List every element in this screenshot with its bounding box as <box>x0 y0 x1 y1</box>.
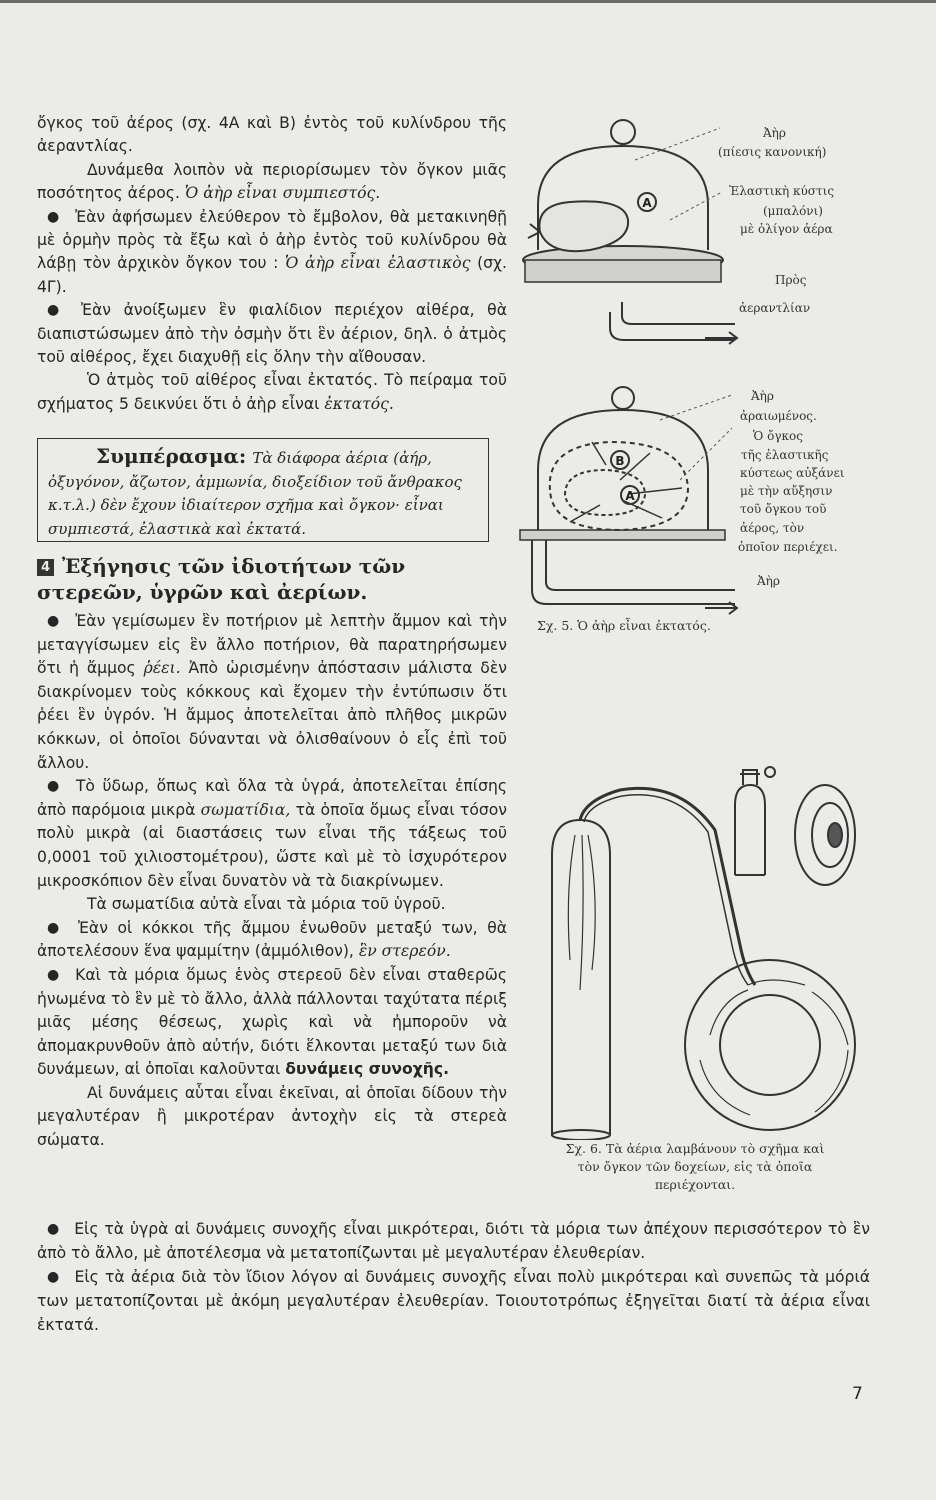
bullet-paragraph: ● Εἰς τὰ ἀέρια διὰ τὸν ἴδιον λόγον αἱ δυνάμεις συνοχῆς εἶναι πολὺ μικρότεραι καὶ συνεπῶς τὰ μόριά των μετατοπίζονται μὲ ἀκόμη μεγαλυτέραν ἐλευθερίαν. Τοιουτοτρόπως ἐξηγεῖται διατί τὰ ἀέρια εἶναι ἐκτατά. <box>37 1265 870 1337</box>
leader-line <box>670 192 722 220</box>
fig5-label-bladder: μὲ ὀλίγον ἀέρα <box>740 222 833 236</box>
fig5-label-volume: Ὁ ὄγκος <box>753 429 803 443</box>
ring-inner <box>720 995 820 1095</box>
bottle-valve-knob <box>765 767 775 777</box>
fig5-label-pump: ἀεραντλίαν <box>739 301 811 315</box>
bullet-paragraph: ● Ἐὰν ἀφήσωμεν ἐλεύθερον τὸ ἔμβολον, θὰ μετακινηθῇ μὲ ὁρμὴν πρὸς τὰ ἔξω καὶ ὁ ἀὴρ ἐντὸς τοῦ κυλίνδρου θὰ λάβῃ τὸν ἀρχικὸν ὄγκον του : Ὁ ἀὴρ εἶναι ἐλαστικὸς (σχ. 4Γ). <box>37 206 507 300</box>
bullet-paragraph: ● Ἐὰν ἀνοίξωμεν ἓν φιαλίδιον περιέχον αἰθέρα, θὰ διαπιστώσωμεν ἀπὸ τὴν ὀσμὴν ὅτι ἓν ἀέριον, δηλ. ὁ ἀτμὸς τοῦ αἰθέρος, ἔχει διαχυθῇ εἰς ὅλην τὴν αἴθουσαν. <box>37 299 507 369</box>
fig5-label-volume: μὲ τὴν αὔξησιν <box>740 484 833 498</box>
section-title: Ἐξήγησις τῶν ἰδιοτήτων τῶν στερεῶν, ὑγρῶν καὶ ἀερίων. <box>37 554 406 604</box>
fig5-label-volume: ἀέρος, τὸν <box>740 521 805 535</box>
fig5-label-volume: τῆς ἐλαστικῆς <box>741 448 829 462</box>
leader-line <box>680 428 732 480</box>
paragraph: Δυνάμεθα λοιπὸν νὰ περιορίσωμεν τὸν ὄγκον μιᾶς ποσότητος ἀέρος. Ὁ ἀὴρ εἶναι συμπιεστός. <box>37 160 507 203</box>
bell-knob-lower <box>612 387 634 409</box>
gas-bottle <box>735 785 765 875</box>
arrow-to-pump <box>705 332 737 344</box>
balloon-small <box>539 201 628 251</box>
figure-6-drawing <box>530 760 870 1140</box>
ring-outer <box>685 960 855 1130</box>
bullet-paragraph: ● Εἰς τὰ ὑγρὰ αἱ δυνάμεις συνοχῆς εἶναι μικρότεραι, διότι τὰ μόρια των ἀπέχουν περισσότερον τὸ ἓν ἀπὸ τὸ ἄλλο, μὲ ἀποτέλεσμα νὰ μετατοπίζωνται μὲ μεγαλυτέραν ἐλευθερίαν. <box>37 1217 870 1265</box>
bottle-valve <box>740 770 760 785</box>
bullet-paragraph: ● Τὸ ὕδωρ, ὅπως καὶ ὅλα τὰ ὑγρά, ἀποτελεῖται ἐπίσης ἀπὸ παρόμοια μικρὰ σωματίδια, τὰ ὁποῖα ὅμως εἶναι τόσον πολὺ μικρὰ (αἱ διαστάσεις των εἶναι τῆς τάξεως τοῦ 0,0001 τοῦ χιλιοστομέτρου), ὥστε καὶ μὲ τὸ ἰσχυρότερον μικροσκόπιον δὲν εἶναι δυνατὸν νὰ τὰ διακρίνωμεν. <box>37 775 507 893</box>
paragraph: ὄγκος τοῦ ἀέρος (σχ. 4Α καὶ Β) ἐντὸς τοῦ κυλίνδρου τῆς ἀεραντλίας. <box>37 114 507 156</box>
pipe-upper-inner <box>622 302 735 324</box>
gas-flow-lines <box>568 835 595 990</box>
conclusion-text: Τὰ διάφορα ἀέρια (ἀήρ, ὀξυγόνον, ἄζωτον, ἀμμωνία, διοξείδιον τοῦ ἄνθρακος κ.τ.λ.) δὲν ἔχουν ἰδιαίτερον σχῆμα καὶ ὄγκον· εἶναι συμπιεστά, ἐλαστικὰ καὶ ἐκτατά. <box>48 449 462 538</box>
section-heading <box>37 553 507 605</box>
left-column <box>37 112 507 416</box>
fig6-caption-line: Σχ. 6. Τὰ ἀέρια λαμβάνουν τὸ σχῆμα καὶ <box>565 1141 825 1156</box>
disc-hub <box>828 823 842 847</box>
fig5-label-rarefied: ἀραιωμένος. <box>740 409 817 423</box>
paragraph: Τὰ σωματίδια αὐτὰ εἶναι τὰ μόρια τοῦ ὑγροῦ. <box>87 895 446 914</box>
fig6-caption <box>530 1140 860 1194</box>
mark-a2: A <box>625 489 635 503</box>
figure-5-drawing <box>510 110 750 620</box>
paragraph: Αἱ δυνάμεις αὗται εἶναι ἐκεῖναι, αἱ ὁποῖαι δίδουν τὴν μεγαλυτέραν ἢ μικροτέραν ἀντοχὴν εἰς τὰ στερεὰ σώματα. <box>37 1083 507 1150</box>
mark-a: A <box>642 196 652 210</box>
paragraph: Ὁ ἀτμὸς τοῦ αἰθέρος εἶναι ἐκτατός. Τὸ πείραμα τοῦ σχήματος 5 δεικνύει ὅτι ὁ ἀὴρ εἶναι ἐκτατός. <box>37 371 507 413</box>
fig5-label-pump: Πρὸς <box>775 273 807 287</box>
fig5-label-pressure: (πίεσις κανονική) <box>718 145 827 159</box>
pipe-lower <box>532 540 735 604</box>
left-column-2 <box>37 610 507 1153</box>
bell-jar-lower <box>538 410 708 530</box>
connecting-tube-inner <box>584 795 748 985</box>
jar-base-upper <box>525 260 721 282</box>
page-number: 7 <box>852 1384 863 1404</box>
fig5-label-bladder: (μπαλόνι) <box>763 204 823 218</box>
conclusion-heading: Συμπέρασμα: <box>96 444 247 468</box>
fig6-caption-line: τὸν ὄγκον τῶν δοχείων, εἰς τὰ ὁποῖα <box>577 1159 813 1174</box>
fig5-caption: Σχ. 5. Ὁ ἀὴρ εἶναι ἐκτατός. <box>537 618 711 633</box>
cylinder-base <box>552 1130 610 1140</box>
bell-knob <box>611 120 635 144</box>
fig5-label-rarefied: Ἀὴρ <box>751 389 774 403</box>
fig5-label-volume: τοῦ ὄγκου τοῦ <box>740 502 827 516</box>
disc-container <box>795 785 855 885</box>
fig5-label-air: Ἀὴρ <box>763 126 786 140</box>
connecting-tube <box>580 788 755 985</box>
fig6-caption-line: περιέχονται. <box>654 1177 736 1192</box>
top-rule <box>0 0 936 3</box>
bullet-paragraph: ● Ἐὰν οἱ κόκκοι τῆς ἄμμου ἑνωθοῦν μεταξύ των, θὰ ἀποτελέσουν ἕνα ψαμμίτην (ἀμμόλιθον), ἓν στερεόν. <box>37 917 507 964</box>
conclusion-box <box>37 438 489 542</box>
mark-b: B <box>615 454 625 468</box>
fig5-label-air-out: Ἀὴρ <box>757 574 780 588</box>
jar-base-lower <box>520 530 725 540</box>
section-number: 4 <box>37 559 54 576</box>
fig5-label-volume: κύστεως αὐξάνει <box>740 466 845 480</box>
fig5-label-bladder: Ἐλαστικὴ κύστις <box>729 184 835 198</box>
bullet-paragraph: ● Ἐὰν γεμίσωμεν ἓν ποτήριον μὲ λεπτὴν ἄμμον καὶ τὴν μεταγγίσωμεν εἰς ἓν ἄλλο ποτήριον, θὰ παρατηρήσωμεν ὅτι ἡ ἄμμος ῥέει. Ἀπὸ ὡρισμένην ἀπόστασιν μάλιστα δὲν διακρίνομεν τοὺς κόκκους καὶ ἔχομεν τὴν ἐντύπωσιν ὅτι ῥέει ἓν ὑγρόν. Ἡ ἄμμος ἀποτελεῖται ἀπὸ πλῆθος μικρῶν κόκκων, οἱ ὁποῖοι δύνανται νὰ ὀλισθαίνουν ὁ εἷς ἐπὶ τοῦ ἄλλου. <box>37 610 507 775</box>
pipe-upper <box>610 312 735 340</box>
full-width-text <box>37 1217 870 1337</box>
bullet-paragraph: ● Καὶ τὰ μόρια ὅμως ἑνὸς στερεοῦ δὲν εἶναι σταθερῶς ἡνωμένα τὸ ἓν μὲ τὸ ἄλλο, ἀλλὰ πάλλονται ταχύτατα πέριξ μιᾶς μέσης θέσεως, χωρὶς καὶ νὰ ἠμποροῦν νὰ ἀπομακρυνθοῦν ἀπὸ αὐτήν, διότι ἕλκονται μεταξύ των διὰ δυνάμεων, αἱ ὁποῖαι καλοῦνται δυνάμεις συνοχῆς. <box>37 964 507 1082</box>
pipe-lower-inner <box>546 540 735 590</box>
fig5-label-volume: ὁποῖον περιέχει. <box>738 540 838 554</box>
